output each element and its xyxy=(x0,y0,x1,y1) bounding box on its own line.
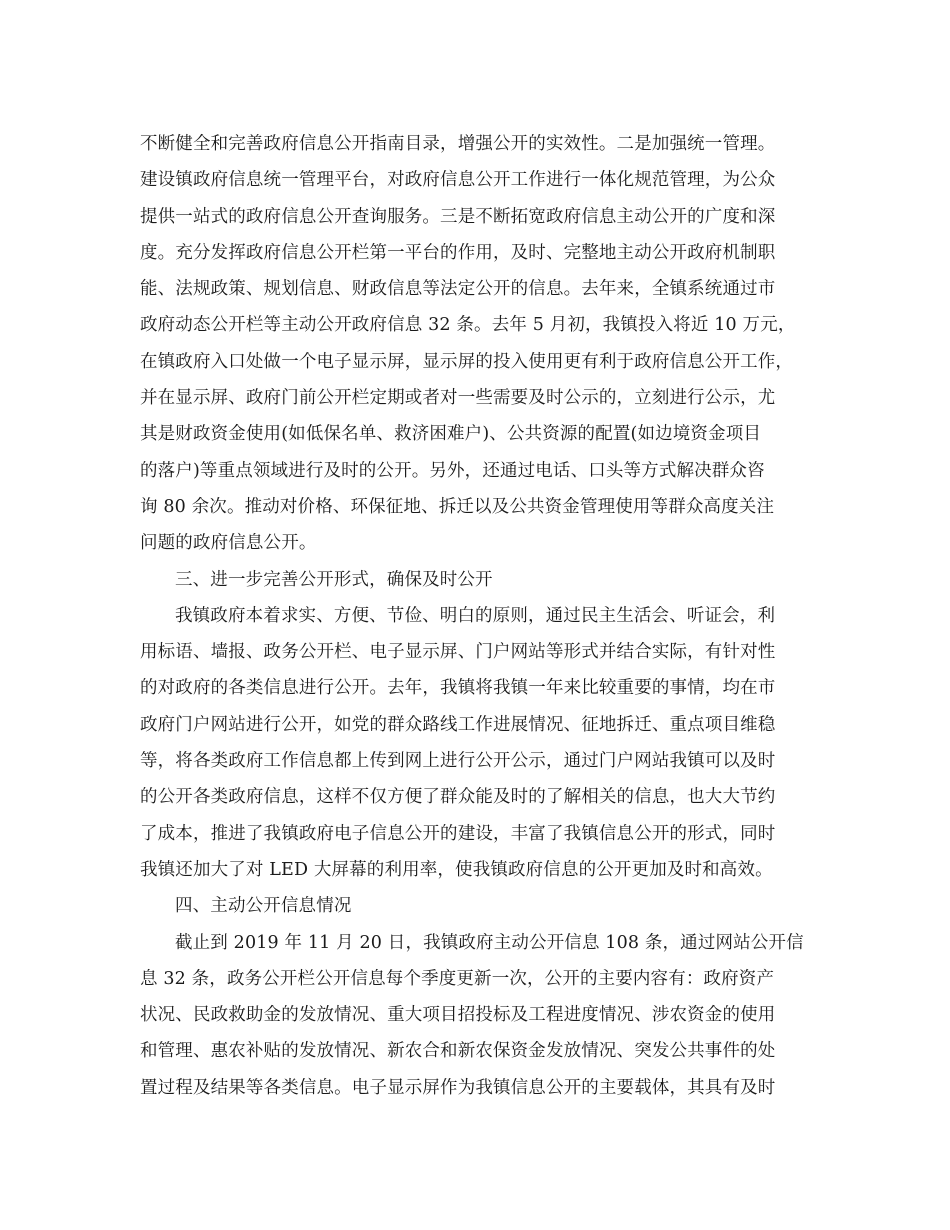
paragraph-first-line: 截止到 2019 年 11 月 20 日，我镇政府主动公开信息 108 条，通过网站公开信 xyxy=(175,932,804,953)
text-line: 了成本，推进了我镇政府电子信息公开的建设，丰富了我镇信息公开的形式，同时 xyxy=(140,823,776,844)
text-line: 置过程及结果等各类信息。电子显示屏作为我镇信息公开的主要载体，其具有及时 xyxy=(140,1077,776,1098)
text-line: 问题的政府信息公开。 xyxy=(140,533,317,554)
text-line: 等，将各类政府工作信息都上传到网上进行公开公示，通过门户网站我镇可以及时 xyxy=(140,751,776,772)
text-line: 用标语、墙报、政务公开栏、电子显示屏、门户网站等形式并结合实际，有针对性 xyxy=(140,642,776,663)
text-line: 度。充分发挥政府信息公开栏第一平台的作用，及时、完整地主动公开政府机制职 xyxy=(140,242,776,263)
text-line: 能、法规政策、规划信息、财政信息等法定公开的信息。去年来，全镇系统通过市 xyxy=(140,279,776,300)
text-line: 状况、民政救助金的发放情况、重大项目招投标及工程进度情况、涉农资金的使用 xyxy=(140,1005,776,1026)
paragraph-first-line: 三、进一步完善公开形式，确保及时公开 xyxy=(175,569,493,590)
text-line: 询 80 余次。推动对价格、环保征地、拆迁以及公共资金管理使用等群众高度关注 xyxy=(140,496,775,517)
paragraph-first-line: 我镇政府本着求实、方便、节俭、明白的原则，通过民主生活会、听证会，利 xyxy=(175,605,776,626)
text-line: 在镇政府入口处做一个电子显示屏，显示屏的投入使用更有利于政府信息公开工作， xyxy=(140,351,794,372)
text-line: 和管理、惠农补贴的发放情况、新农合和新农保资金发放情况、突发公共事件的处 xyxy=(140,1041,776,1062)
text-line: 提供一站式的政府信息公开查询服务。三是不断拓宽政府信息主动公开的广度和深 xyxy=(140,206,776,227)
text-line: 政府动态公开栏等主动公开政府信息 32 条。去年 5 月初，我镇投入将近 10 万元， xyxy=(140,315,796,336)
text-line: 的公开各类政府信息，这样不仅方便了群众能及时的了解相关的信息，也大大节约 xyxy=(140,787,776,808)
text-line: 不断健全和完善政府信息公开指南目录，增强公开的实效性。二是加强统一管理。 xyxy=(140,134,776,154)
text-line: 并在显示屏、政府门前公开栏定期或者对一些需要及时公示的，立刻进行公示，尤 xyxy=(140,388,776,409)
text-line: 的落户)等重点领域进行及时的公开。另外，还通过电话、口头等方式解决群众咨 xyxy=(140,460,765,481)
text-line: 的对政府的各类信息进行公开。去年，我镇将我镇一年来比较重要的事情，均在市 xyxy=(140,678,776,699)
text-line: 建设镇政府信息统一管理平台，对政府信息公开工作进行一体化规范管理，为公众 xyxy=(140,170,776,191)
text-line: 其是财政资金使用(如低保名单、救济困难户)、公共资源的配置(如边境资金项目 xyxy=(140,424,762,445)
text-line: 我镇还加大了对 LED 大屏幕的利用率，使我镇政府信息的公开更加及时和高效。 xyxy=(140,859,773,880)
text-line: 息 32 条，政务公开栏公开信息每个季度更新一次，公开的主要内容有：政府资产 xyxy=(140,968,775,989)
body-text xyxy=(140,126,820,1106)
paragraph-first-line: 四、主动公开信息情况 xyxy=(175,896,352,917)
text-line: 政府门户网站进行公开，如党的群众路线工作进展情况、征地拆迁、重点项目维稳 xyxy=(140,714,776,735)
